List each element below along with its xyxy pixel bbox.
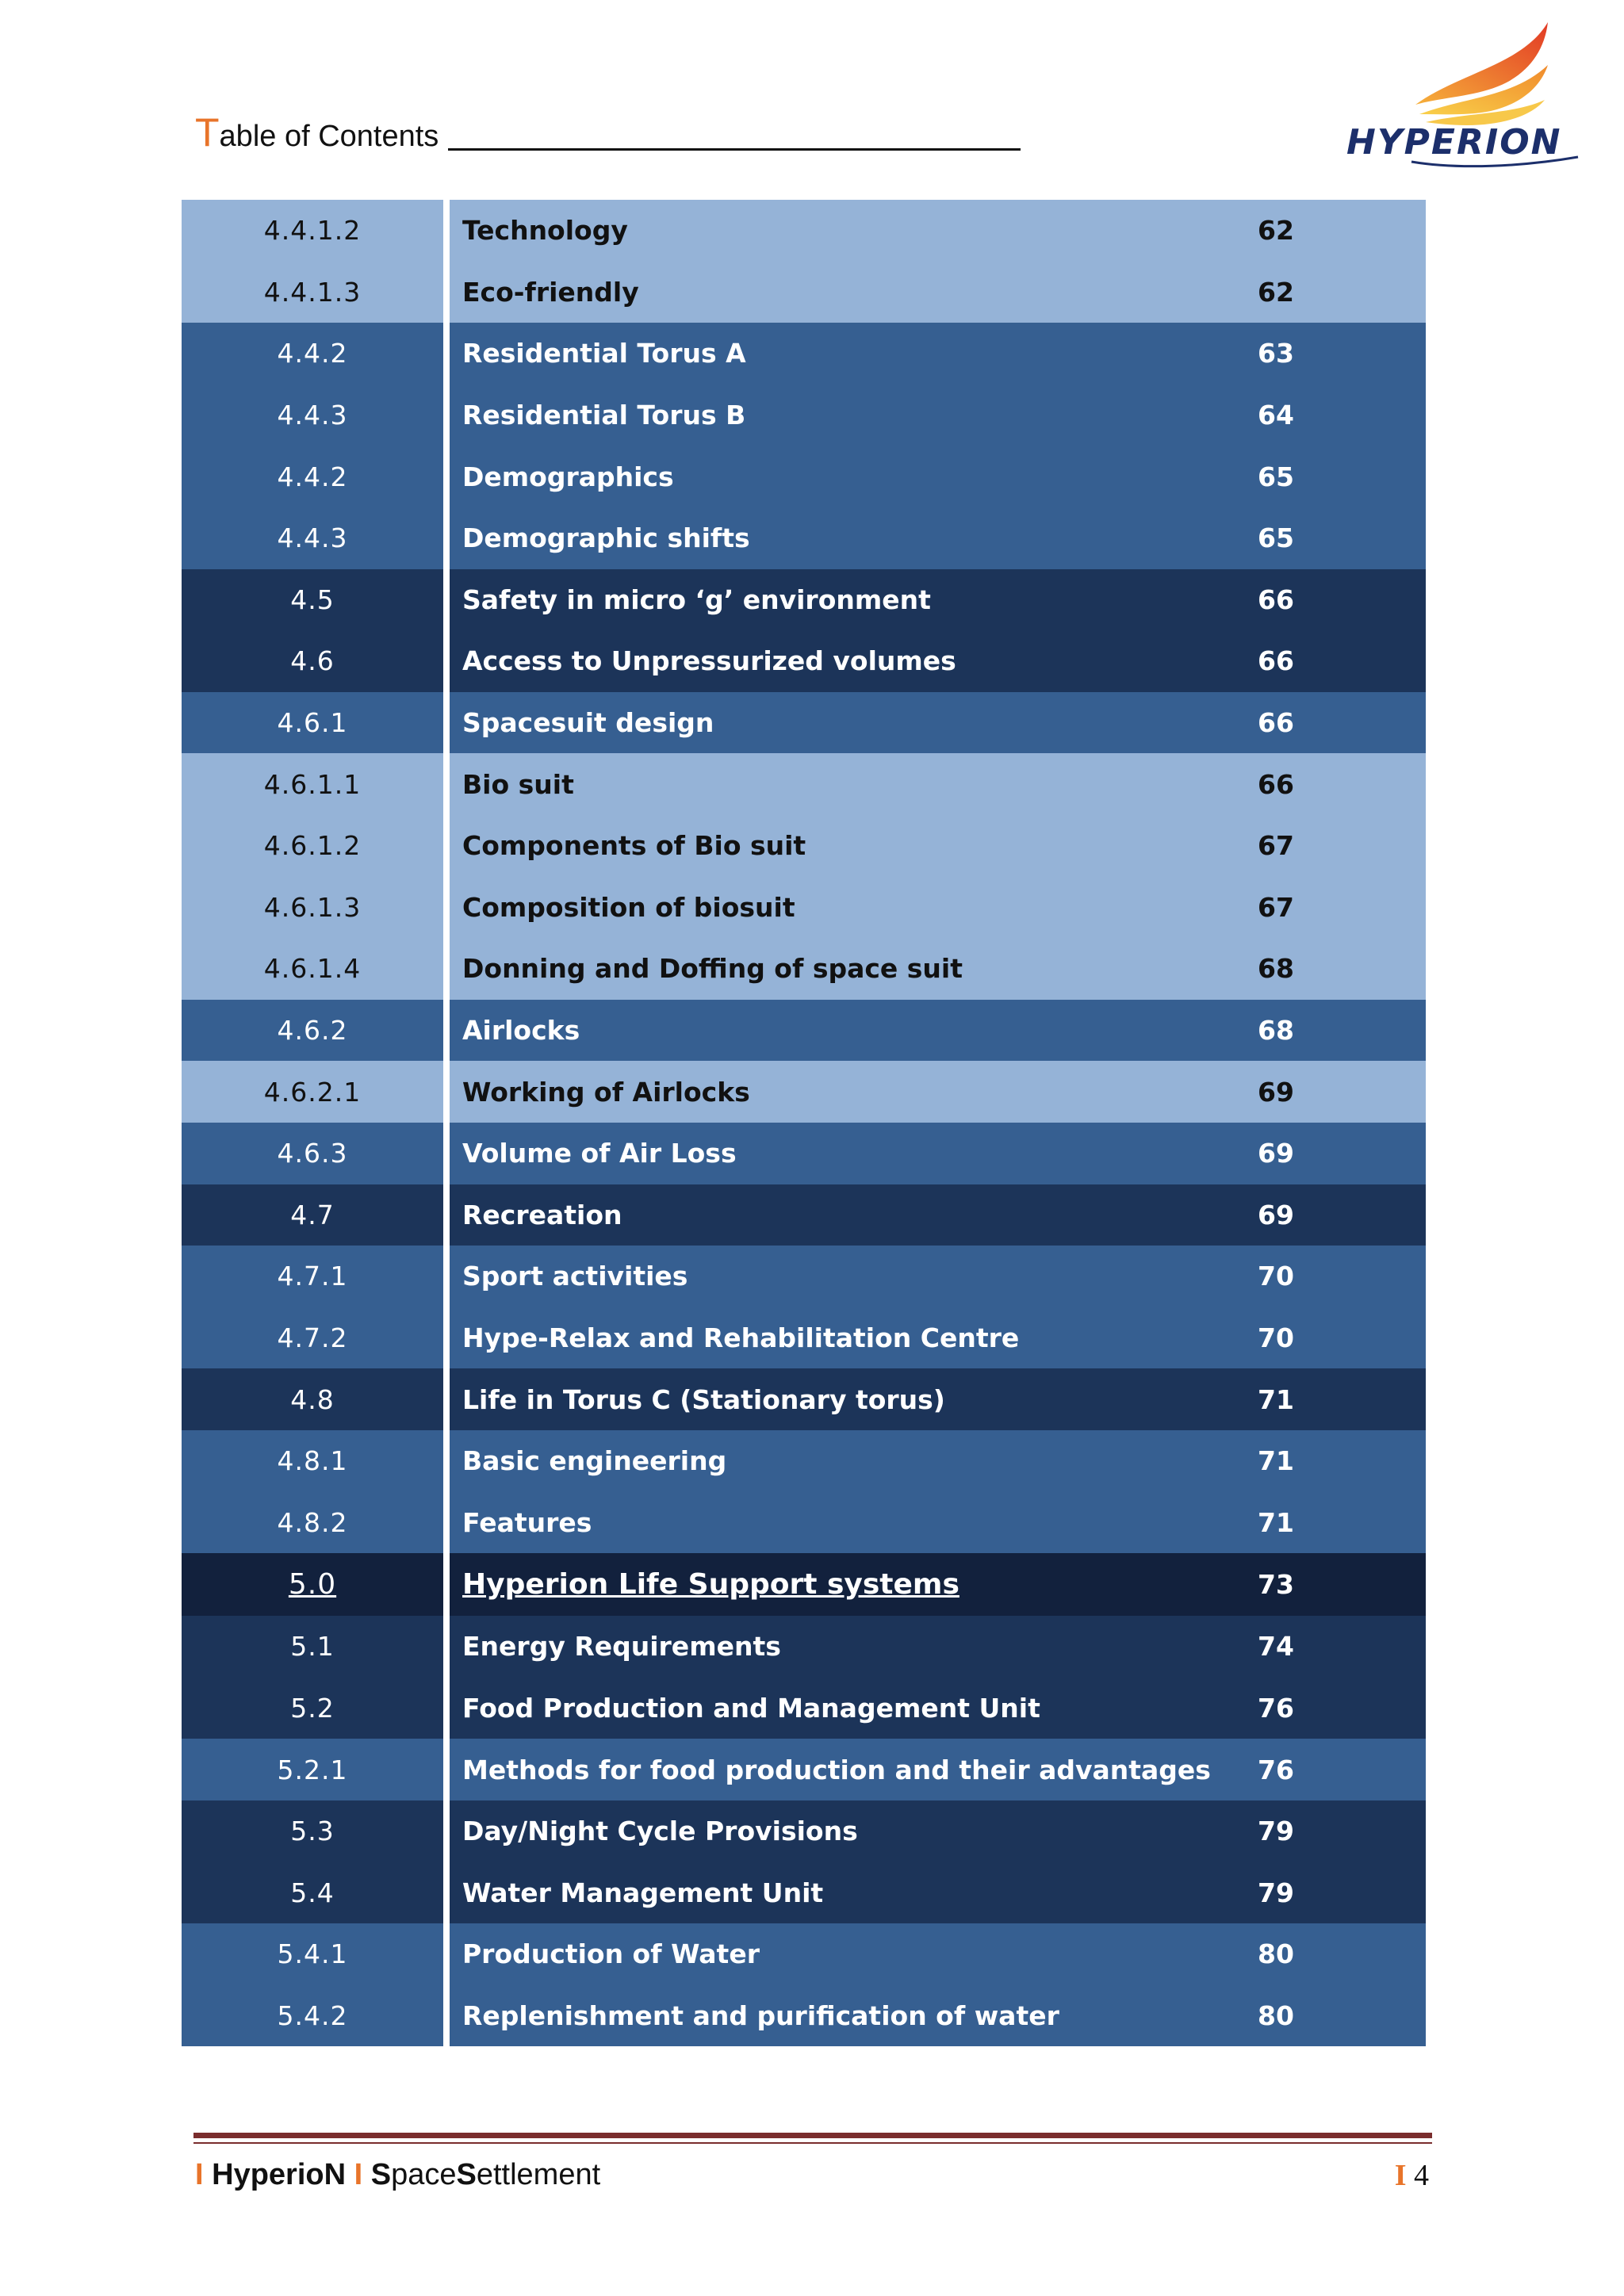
toc-row[interactable] xyxy=(182,1246,1426,1307)
toc-page-number: 71 xyxy=(1258,1445,1294,1477)
title-text: able of Contents xyxy=(219,120,439,153)
toc-page-number: 69 xyxy=(1258,1138,1294,1169)
toc-section-number: 4.4.3 xyxy=(277,522,348,554)
toc-section-number: 5.2.1 xyxy=(277,1754,348,1785)
footer-rule xyxy=(193,2133,1432,2138)
toc-page-number: 66 xyxy=(1258,645,1294,677)
toc-column-divider xyxy=(443,1739,450,1800)
toc-page-number: 65 xyxy=(1258,461,1294,492)
toc-section-number: 5.1 xyxy=(290,1631,335,1663)
toc-section-number: 5.4.1 xyxy=(277,1938,348,1970)
toc-section-number: 4.8.1 xyxy=(277,1445,348,1477)
toc-section-title[interactable]: Demographics xyxy=(462,461,674,492)
toc-page-number: 71 xyxy=(1258,1506,1294,1538)
toc-section-title[interactable]: Bio suit xyxy=(462,768,574,800)
toc-section-title[interactable]: Technology xyxy=(462,215,628,247)
toc-section-number: 5.0 xyxy=(288,1568,337,1601)
toc-page-number: 66 xyxy=(1258,584,1294,615)
toc-section-number: 5.2 xyxy=(290,1692,335,1724)
toc-section-title[interactable]: Day/Night Cycle Provisions xyxy=(462,1816,858,1847)
toc-section-number: 4.7 xyxy=(290,1199,335,1230)
toc-row[interactable] xyxy=(182,1678,1426,1739)
toc-row[interactable] xyxy=(182,1184,1426,1246)
toc-page-number: 62 xyxy=(1258,215,1294,247)
toc-page-number: 62 xyxy=(1258,276,1294,308)
toc-table xyxy=(182,200,1426,2046)
toc-section-title[interactable]: Hype-Relax and Rehabilitation Centre xyxy=(462,1322,1020,1353)
footer-separator: I xyxy=(354,2158,363,2191)
toc-section-number: 4.8.2 xyxy=(277,1506,348,1538)
toc-section-number: 4.4.1.3 xyxy=(263,276,362,308)
footer-tagline-pace: pace xyxy=(391,2158,457,2191)
title-initial: T xyxy=(195,110,220,155)
footer-rule-thin xyxy=(193,2142,1432,2144)
toc-column-divider xyxy=(443,200,450,262)
footer-tagline-s1: S xyxy=(370,2158,392,2191)
toc-section-title[interactable]: Demographic shifts xyxy=(462,522,750,554)
toc-row[interactable] xyxy=(182,1616,1426,1678)
toc-page-number: 71 xyxy=(1258,1383,1294,1415)
toc-page-number: 76 xyxy=(1258,1754,1294,1785)
toc-section-title[interactable]: Composition of biosuit xyxy=(462,891,795,923)
toc-page-number: 69 xyxy=(1258,1199,1294,1230)
toc-page-number: 67 xyxy=(1258,830,1294,862)
toc-row[interactable] xyxy=(182,1739,1426,1800)
toc-section-title[interactable]: Recreation xyxy=(462,1199,622,1230)
toc-section-number: 4.6.2.1 xyxy=(263,1076,362,1108)
toc-section-title[interactable]: Food Production and Management Unit xyxy=(462,1692,1040,1724)
toc-column-divider xyxy=(443,1923,450,1985)
toc-section-title[interactable]: Residential Torus B xyxy=(462,400,746,431)
toc-row[interactable] xyxy=(182,1061,1426,1123)
toc-section-number: 4.6.3 xyxy=(277,1138,348,1169)
toc-section-title[interactable]: Methods for food production and their advantages xyxy=(462,1754,1211,1785)
toc-section-number: 5.4.2 xyxy=(277,1999,348,2031)
toc-section-title[interactable]: Hyperion Life Support systems xyxy=(462,1568,959,1601)
toc-page-number: 80 xyxy=(1258,1938,1294,1970)
page-title xyxy=(195,109,1021,155)
toc-column-divider xyxy=(443,1800,450,1862)
toc-section-number: 4.5 xyxy=(290,584,335,615)
toc-section-title[interactable]: Safety in micro ‘g’ environment xyxy=(462,584,931,615)
toc-column-divider xyxy=(443,1123,450,1184)
logo-text: HYPERION xyxy=(1346,122,1562,163)
toc-column-divider xyxy=(443,938,450,1000)
toc-column-divider xyxy=(443,446,450,507)
toc-section-title[interactable]: Working of Airlocks xyxy=(462,1076,750,1108)
toc-column-divider xyxy=(443,1307,450,1369)
toc-section-title[interactable]: Components of Bio suit xyxy=(462,830,806,862)
toc-section-number: 4.6.1 xyxy=(277,707,348,739)
footer-separator: I xyxy=(195,2158,204,2191)
toc-column-divider xyxy=(443,1491,450,1553)
toc-section-title[interactable]: Replenishment and purification of water xyxy=(462,1999,1059,2031)
toc-column-divider xyxy=(443,323,450,385)
toc-row[interactable] xyxy=(182,1368,1426,1430)
toc-column-divider xyxy=(443,1678,450,1739)
toc-page-number: 74 xyxy=(1258,1631,1294,1663)
toc-row[interactable] xyxy=(182,569,1426,631)
hyperion-logo xyxy=(1340,17,1602,168)
toc-column-divider xyxy=(443,1430,450,1492)
toc-page-number: 79 xyxy=(1258,1816,1294,1847)
toc-section-title[interactable]: Volume of Air Loss xyxy=(462,1138,737,1169)
toc-column-divider xyxy=(443,569,450,631)
toc-row[interactable] xyxy=(182,1123,1426,1184)
toc-page-number: 66 xyxy=(1258,768,1294,800)
toc-column-divider xyxy=(443,753,450,815)
footer-brand-name: HyperioN xyxy=(212,2158,347,2191)
toc-section-title[interactable]: Production of Water xyxy=(462,1938,760,1970)
toc-page-number: 70 xyxy=(1258,1261,1294,1292)
toc-row[interactable] xyxy=(182,630,1426,692)
toc-section-title[interactable]: Water Management Unit xyxy=(462,1877,824,1908)
toc-section-title[interactable]: Basic engineering xyxy=(462,1445,727,1477)
toc-row[interactable] xyxy=(182,1307,1426,1369)
toc-row[interactable] xyxy=(182,323,1426,385)
toc-column-divider xyxy=(443,877,450,939)
toc-column-divider xyxy=(443,692,450,754)
footer-tagline-ettlement: ettlement xyxy=(476,2158,601,2191)
toc-page-number: 66 xyxy=(1258,707,1294,739)
footer-tagline-s2: S xyxy=(456,2158,477,2191)
toc-section-title[interactable]: Sport activities xyxy=(462,1261,688,1292)
toc-page-number: 65 xyxy=(1258,522,1294,554)
toc-row[interactable] xyxy=(182,692,1426,754)
toc-section-number: 5.4 xyxy=(290,1877,335,1908)
toc-section-title[interactable]: Energy Requirements xyxy=(462,1631,781,1663)
toc-column-divider xyxy=(443,1368,450,1430)
toc-row[interactable] xyxy=(182,753,1426,815)
footer-brand xyxy=(195,2158,600,2192)
toc-row[interactable] xyxy=(182,1985,1426,2047)
toc-row[interactable] xyxy=(182,938,1426,1000)
toc-section-title[interactable]: Spacesuit design xyxy=(462,707,714,739)
title-underline xyxy=(448,148,1021,151)
toc-column-divider xyxy=(443,1616,450,1678)
toc-row[interactable] xyxy=(182,262,1426,323)
toc-row[interactable] xyxy=(182,1000,1426,1062)
toc-column-divider xyxy=(443,1553,450,1616)
toc-section-number: 5.3 xyxy=(290,1816,335,1847)
toc-page-number: 68 xyxy=(1258,953,1294,985)
toc-row[interactable] xyxy=(182,200,1426,262)
toc-row[interactable] xyxy=(182,1862,1426,1923)
toc-section-number: 4.6.2 xyxy=(277,1015,348,1047)
toc-section-title[interactable]: Donning and Doffing of space suit xyxy=(462,953,963,985)
toc-section-number: 4.4.1.2 xyxy=(263,215,362,247)
toc-column-divider xyxy=(443,1985,450,2047)
toc-page-number: 64 xyxy=(1258,400,1294,431)
toc-section-number: 4.6.1.1 xyxy=(263,768,362,800)
toc-row[interactable] xyxy=(182,1430,1426,1492)
toc-page-number: 69 xyxy=(1258,1076,1294,1108)
toc-page-number: 70 xyxy=(1258,1322,1294,1353)
toc-column-divider xyxy=(443,385,450,446)
toc-section-number: 4.6.1.2 xyxy=(263,830,362,862)
toc-row[interactable] xyxy=(182,507,1426,569)
toc-section-title[interactable]: Access to Unpressurized volumes xyxy=(462,645,956,677)
toc-row[interactable] xyxy=(182,446,1426,507)
toc-column-divider xyxy=(443,1246,450,1307)
toc-section-title[interactable]: Airlocks xyxy=(462,1015,580,1047)
toc-row[interactable] xyxy=(182,1923,1426,1985)
toc-page-number: 63 xyxy=(1258,338,1294,369)
toc-row[interactable] xyxy=(182,815,1426,877)
page-number xyxy=(1395,2158,1429,2193)
toc-row[interactable] xyxy=(182,1553,1426,1616)
toc-row[interactable] xyxy=(182,385,1426,446)
page-number-value: 4 xyxy=(1414,2159,1429,2192)
toc-section-title[interactable]: Features xyxy=(462,1506,592,1538)
toc-section-number: 4.6.1.4 xyxy=(263,953,362,985)
toc-page-number: 73 xyxy=(1258,1569,1294,1601)
toc-section-title[interactable]: Residential Torus A xyxy=(462,338,746,369)
toc-column-divider xyxy=(443,1000,450,1062)
toc-page-number: 76 xyxy=(1258,1692,1294,1724)
toc-row[interactable] xyxy=(182,1491,1426,1553)
toc-column-divider xyxy=(443,630,450,692)
toc-column-divider xyxy=(443,815,450,877)
toc-section-title[interactable]: Life in Torus C (Stationary torus) xyxy=(462,1383,945,1415)
toc-column-divider xyxy=(443,262,450,323)
toc-column-divider xyxy=(443,1184,450,1246)
toc-row[interactable] xyxy=(182,877,1426,939)
toc-column-divider xyxy=(443,1862,450,1923)
toc-section-number: 4.6.1.3 xyxy=(263,891,362,923)
toc-page-number: 80 xyxy=(1258,1999,1294,2031)
toc-column-divider xyxy=(443,1061,450,1123)
toc-section-number: 4.4.2 xyxy=(277,461,348,492)
toc-page-number: 68 xyxy=(1258,1015,1294,1047)
toc-section-number: 4.4.2 xyxy=(277,338,348,369)
toc-section-number: 4.8 xyxy=(290,1383,335,1415)
footer-separator: I xyxy=(1394,2159,1407,2192)
toc-section-number: 4.6 xyxy=(290,645,335,677)
toc-section-title[interactable]: Eco-friendly xyxy=(462,276,639,308)
toc-page-number: 79 xyxy=(1258,1877,1294,1908)
toc-section-number: 4.4.3 xyxy=(277,400,348,431)
toc-page-number: 67 xyxy=(1258,891,1294,923)
toc-column-divider xyxy=(443,507,450,569)
toc-section-number: 4.7.2 xyxy=(277,1322,348,1353)
toc-row[interactable] xyxy=(182,1800,1426,1862)
toc-section-number: 4.7.1 xyxy=(277,1261,348,1292)
